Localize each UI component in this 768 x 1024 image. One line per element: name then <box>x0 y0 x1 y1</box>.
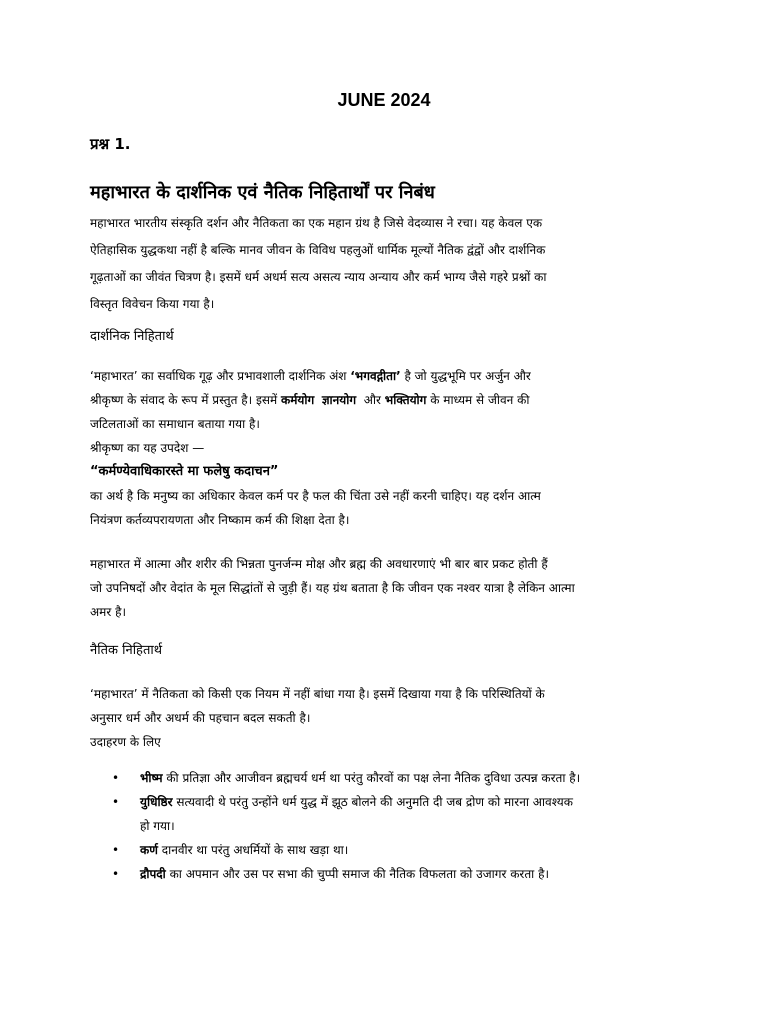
intro-line: महाभारत भारतीय संस्कृति दर्शन और नैतिकता का एक महान ग्रंथ है जिसे वेदव्यास ने रचा। यह केवल एक <box>90 216 543 230</box>
text-run: ‘महाभारत’ का सर्वाधिक गूढ़ और प्रभावशाली दार्शनिक अंश <box>90 369 351 383</box>
gita-term: ‘भगवद्गीता’ <box>350 369 401 383</box>
soul-line: महाभारत में आत्मा और शरीर की भिन्नता पुनर्जन्म मोक्ष और ब्रह्म की अवधारणाएं भी बार बार प्रकट होती हैं <box>90 557 548 571</box>
bullet-icon: • <box>112 795 120 809</box>
ethical-line: उदाहरण के लिए <box>90 735 161 749</box>
character-name: भीष्म <box>140 771 163 785</box>
ethical-heading: नैतिक निहितार्थ <box>90 643 163 658</box>
list-item <box>112 766 702 790</box>
list-item <box>112 862 702 886</box>
text-run <box>314 393 322 407</box>
examples-list <box>112 766 702 886</box>
ethical-paragraph <box>90 682 690 754</box>
text-run: और <box>356 393 385 407</box>
gita-quote: “कर्मण्येवाधिकारस्ते मा फलेषु कदाचन” <box>90 464 279 479</box>
list-item <box>112 838 702 862</box>
text-run: है जो युद्धभूमि पर अर्जुन और <box>400 369 531 383</box>
philosophical-heading: दार्शनिक निहितार्थ <box>90 329 174 344</box>
soul-line: अमर है। <box>90 605 126 619</box>
gita-paragraph <box>90 364 690 532</box>
character-name: कर्ण <box>140 843 158 857</box>
list-item-text: दानवीर था परंतु अधर्मियों के साथ खड़ा था। <box>157 843 349 857</box>
list-item-text: का अपमान और उस पर सभा की चुप्पी समाज की नैतिक विफलता को उजागर करता है। <box>165 867 550 881</box>
gita-line <box>90 388 690 412</box>
list-item <box>112 790 702 838</box>
gita-line: जटिलताओं का समाधान बताया गया है। <box>90 417 260 431</box>
text-run: के माध्यम से जीवन की <box>426 393 530 407</box>
bullet-icon: • <box>112 843 120 857</box>
soul-paragraph <box>90 552 690 624</box>
character-name: द्रौपदी <box>140 867 166 881</box>
jnanayoga-term: ज्ञानयोग <box>321 393 357 407</box>
karmayoga-term: कर्मयोग <box>280 393 315 407</box>
gita-line <box>90 364 690 388</box>
intro-line: ऐतिहासिक युद्धकथा नहीं है बल्कि मानव जीवन के विविध पहलुओं धार्मिक मूल्यों नैतिक द्वंद्वों और दार्शनिक <box>90 243 546 257</box>
list-item-text: सत्यवादी थे परंतु उन्होंने धर्म युद्ध में झूठ बोलने की अनुमति दी जब द्रोण को मारना आवश्यक <box>172 795 573 809</box>
gita-line: श्रीकृष्ण का यह उपदेश — <box>90 441 205 455</box>
question-label: प्रश्न 1. <box>90 135 131 153</box>
ethical-line: अनुसार धर्म और अधर्म की पहचान बदल सकती है। <box>90 711 311 725</box>
gita-line: का अर्थ है कि मनुष्य का अधिकार केवल कर्म पर है फल की चिंता उसे नहीं करनी चाहिए। यह दर्शन आत्म <box>90 489 541 503</box>
intro-line: गूढ़ताओं का जीवंत चित्रण है। इसमें धर्म अधर्म सत्य असत्य न्याय अन्याय और कर्म भाग्य जैसे गहरे प्रश्नों का <box>90 270 547 284</box>
text-run: श्रीकृष्ण के संवाद के रूप में प्रस्तुत है। इसमें <box>90 393 281 407</box>
character-name: युधिष्ठिर <box>140 795 173 809</box>
bullet-icon: • <box>112 867 120 881</box>
page-date-header: JUNE 2024 <box>337 90 431 110</box>
intro-paragraph <box>90 210 690 318</box>
gita-line: नियंत्रण कर्तव्यपरायणता और निष्काम कर्म की शिक्षा देता है। <box>90 513 350 527</box>
bhaktiyoga-term: भक्तियोग <box>384 393 427 407</box>
list-item-text: की प्रतिज्ञा और आजीवन ब्रह्मचर्य धर्म था परंतु कौरवों का पक्ष लेना नैतिक दुविधा उत्पन्न करता है। <box>162 771 581 785</box>
bullet-icon: • <box>112 771 120 785</box>
intro-line: विस्तृत विवेचन किया गया है। <box>90 297 215 311</box>
essay-title: महाभारत के दार्शनिक एवं नैतिक निहितार्थों पर निबंध <box>90 182 435 203</box>
ethical-line: ‘महाभारत’ में नैतिकता को किसी एक नियम में नहीं बांधा गया है। इसमें दिखाया गया है कि परिस्थितियों के <box>90 687 545 701</box>
soul-line: जो उपनिषदों और वेदांत के मूल सिद्धांतों से जुड़ी हैं। यह ग्रंथ बताता है कि जीवन एक नश्वर यात्रा है लेकिन आत्मा <box>90 581 575 595</box>
list-item-text: हो गया। <box>140 819 175 833</box>
